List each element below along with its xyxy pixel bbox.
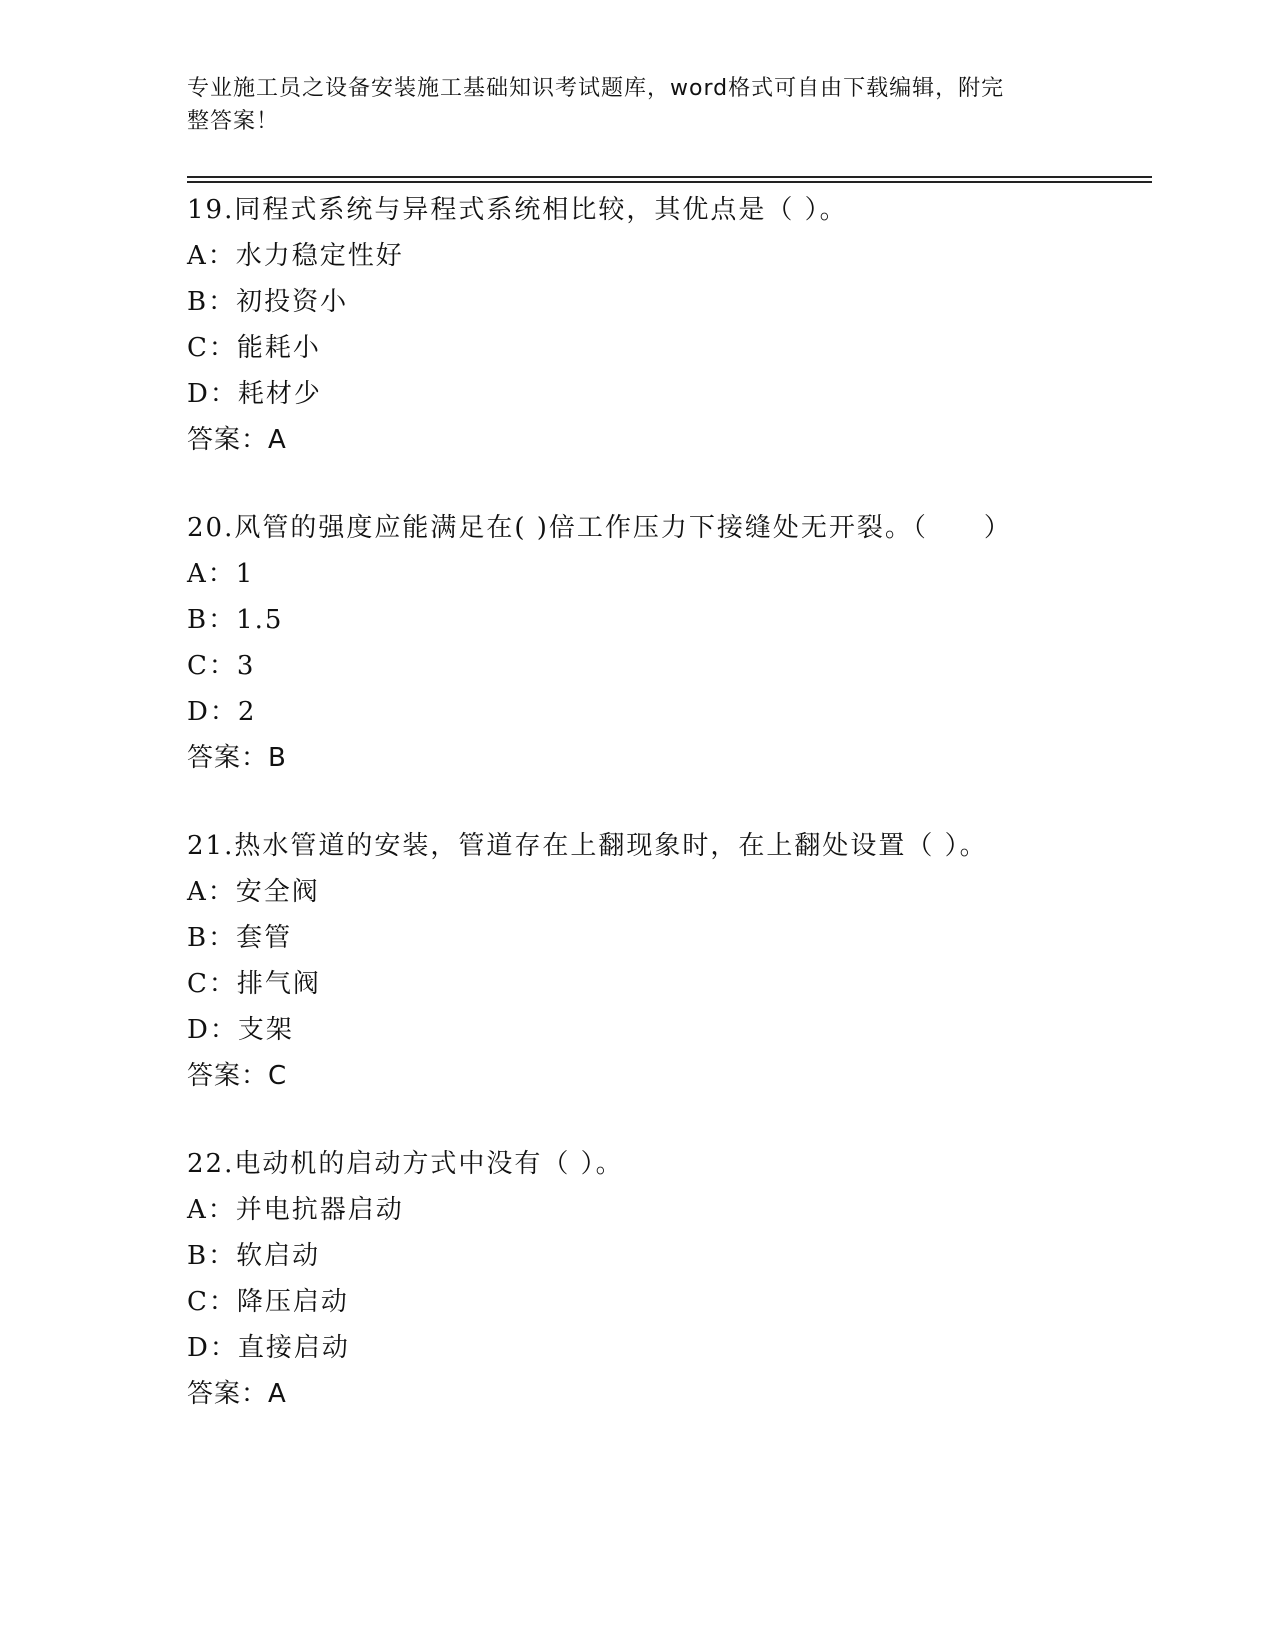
question-20 (187, 505, 1147, 781)
option-b: B：初投资小 (187, 287, 349, 317)
option-d: D：支架 (187, 1015, 294, 1045)
header-divider-bottom (187, 181, 1152, 183)
question-stem: 19.同程式系统与异程式系统相比较，其优点是（ ）。 (187, 195, 848, 225)
question-21 (187, 823, 1147, 1099)
header-line-1: 专业施工员之设备安装施工基础知识考试题库，word格式可自由下载编辑，附完 (187, 76, 1005, 101)
header-divider-top (187, 176, 1152, 178)
question-stem: 20.风管的强度应能满足在( )倍工作压力下接缝处无开裂。（ ） (187, 513, 1012, 543)
option-c: C：3 (187, 651, 256, 681)
option-a: A：安全阀 (187, 877, 320, 907)
option-a: A：水力稳定性好 (187, 241, 404, 271)
document-header (187, 72, 1067, 138)
header-line-2: 整答案！ (187, 109, 280, 134)
question-19 (187, 187, 1147, 463)
option-b: B：1.5 (187, 605, 284, 635)
question-stem: 22.电动机的启动方式中没有（ ）。 (187, 1149, 624, 1179)
option-c: C：能耗小 (187, 333, 321, 363)
answer: 答案：C (187, 1061, 288, 1091)
question-stem: 21.热水管道的安装，管道存在上翻现象时，在上翻处设置（ ）。 (187, 831, 988, 861)
option-c: C：排气阀 (187, 969, 321, 999)
question-22 (187, 1141, 1147, 1417)
option-a: A：1 (187, 559, 255, 589)
option-d: D：耗材少 (187, 379, 322, 409)
option-d: D：直接启动 (187, 1333, 350, 1363)
answer: 答案：A (187, 1379, 287, 1409)
option-a: A：并电抗器启动 (187, 1195, 404, 1225)
option-d: D：2 (187, 697, 257, 727)
option-b: B：套管 (187, 923, 293, 953)
answer: 答案：B (187, 743, 287, 773)
answer: 答案：A (187, 425, 287, 455)
option-b: B：软启动 (187, 1241, 321, 1271)
option-c: C：降压启动 (187, 1287, 349, 1317)
